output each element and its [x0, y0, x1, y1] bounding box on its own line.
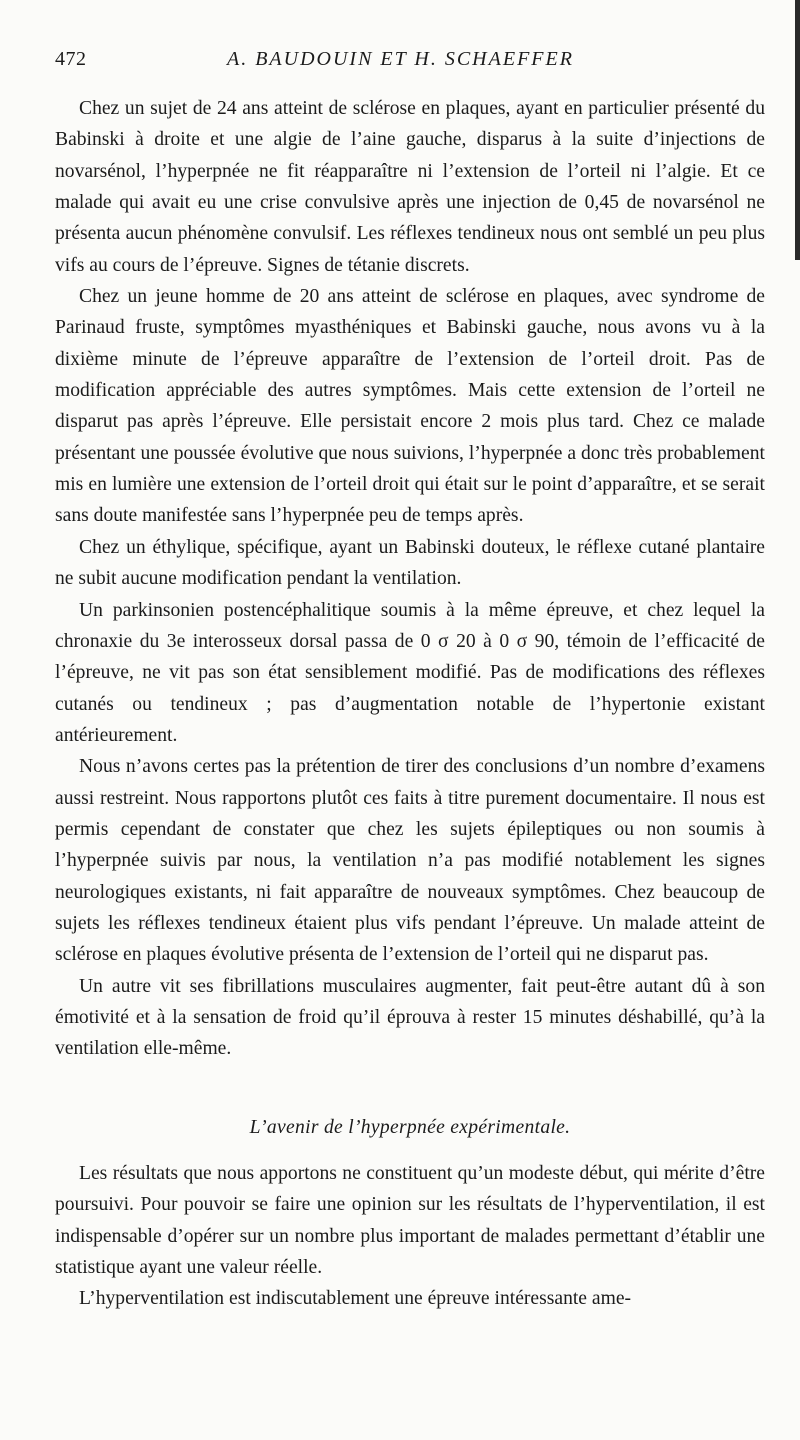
paragraph: Un autre vit ses fibrillations musculaires augmenter, fait peut-être autant dû à son émotivité et à la sensation de froid qu’il éprouva à rester 15 minutes déshabillé, qu’à la ventilation elle-même. — [55, 975, 765, 1060]
body-text — [55, 93, 765, 1315]
page-edge-shadow — [795, 0, 800, 260]
paragraph: Chez un sujet de 24 ans atteint de sclérose en plaques, ayant en particulier présenté du Babinski à droite et une algie de l’aine gauche, disparus à la suite d’injections de novarsénol, l’hyperpnée ne fit réapparaître ni l’extension de l’orteil ni l’algie. Et ce malade qui avait eu une crise convulsive après une injection de 0,45 de novarsénol ne présenta aucun phénomène convulsif. Les réflexes tendineux nous ont semblé un peu plus vifs au cours de l’épreuve. Signes de tétanie discrets. — [55, 98, 765, 276]
section-heading: L’avenir de l’hyperpnée expérimentale. — [249, 1116, 571, 1138]
page-number: 472 — [55, 48, 87, 70]
paragraph: Chez un jeune homme de 20 ans atteint de sclérose en plaques, avec syndrome de Parinaud fruste, symptômes myasthéniques et Babinski gauche, nous avons vu à la dixième minute de l’épreuve apparaître de l’extension de l’orteil droit. Pas de modification appréciable des autres symptômes. Mais cette extension de l’orteil ne disparut pas après l’épreuve. Elle persistait encore 2 mois plus tard. Chez ce malade présentant une poussée évolutive que nous suivions, l’hyperpnée a donc très probablement mis en lumière une extension de l’orteil droit qui était sur le point d’apparaître, et se serait sans doute manifestée sans l’hyperpnée peu de temps après. — [55, 286, 765, 527]
paragraph: Nous n’avons certes pas la prétention de tirer des conclusions d’un nombre d’examens aussi restreint. Nous rapportons plutôt ces faits à titre purement documentaire. Il nous est permis cependant de constater que chez les sujets épileptiques ou non soumis à l’hyperpnée suivis par nous, la ventilation n’a pas modifié notablement les signes neurologiques existants, ni fait apparaître de nouveaux symptômes. Chez beaucoup de sujets les réflexes tendineux étaient plus vifs pendant l’épreuve. Un malade atteint de sclérose en plaques évolutive présenta de l’extension de l’orteil qui ne disparut pas. — [55, 756, 765, 966]
paragraph: Chez un éthylique, spécifique, ayant un Babinski douteux, le réflexe cutané plantaire ne subit aucune modification pendant la ventilation. — [55, 536, 765, 590]
page-header — [55, 48, 755, 78]
paragraph: L’hyperventilation est indiscutablement une épreuve intéressante ame- — [79, 1288, 632, 1310]
paragraph: Les résultats que nous apportons ne constituent qu’un modeste début, qui mérite d’être poursuivi. Pour pouvoir se faire une opinion sur les résultats de l’hyperventilation, il est indispensable d’opérer sur un nombre plus important de malades permettant d’établir une statistique ayant une valeur réelle. — [55, 1163, 765, 1279]
paragraph: Un parkinsonien postencéphalitique soumis à la même épreuve, et chez lequel la chronaxie du 3e interosseux dorsal passa de 0 σ 20 à 0 σ 90, témoin de l’efficacité de l’épreuve, ne vit pas son état sensiblement modifié. Pas de modifications des réflexes cutanés ou tendineux ; pas d’augmentation notable de l’hypertonie existant antérieurement. — [55, 599, 765, 746]
running-head-authors: A. BAUDOUIN ET H. SCHAEFFER — [227, 48, 574, 70]
